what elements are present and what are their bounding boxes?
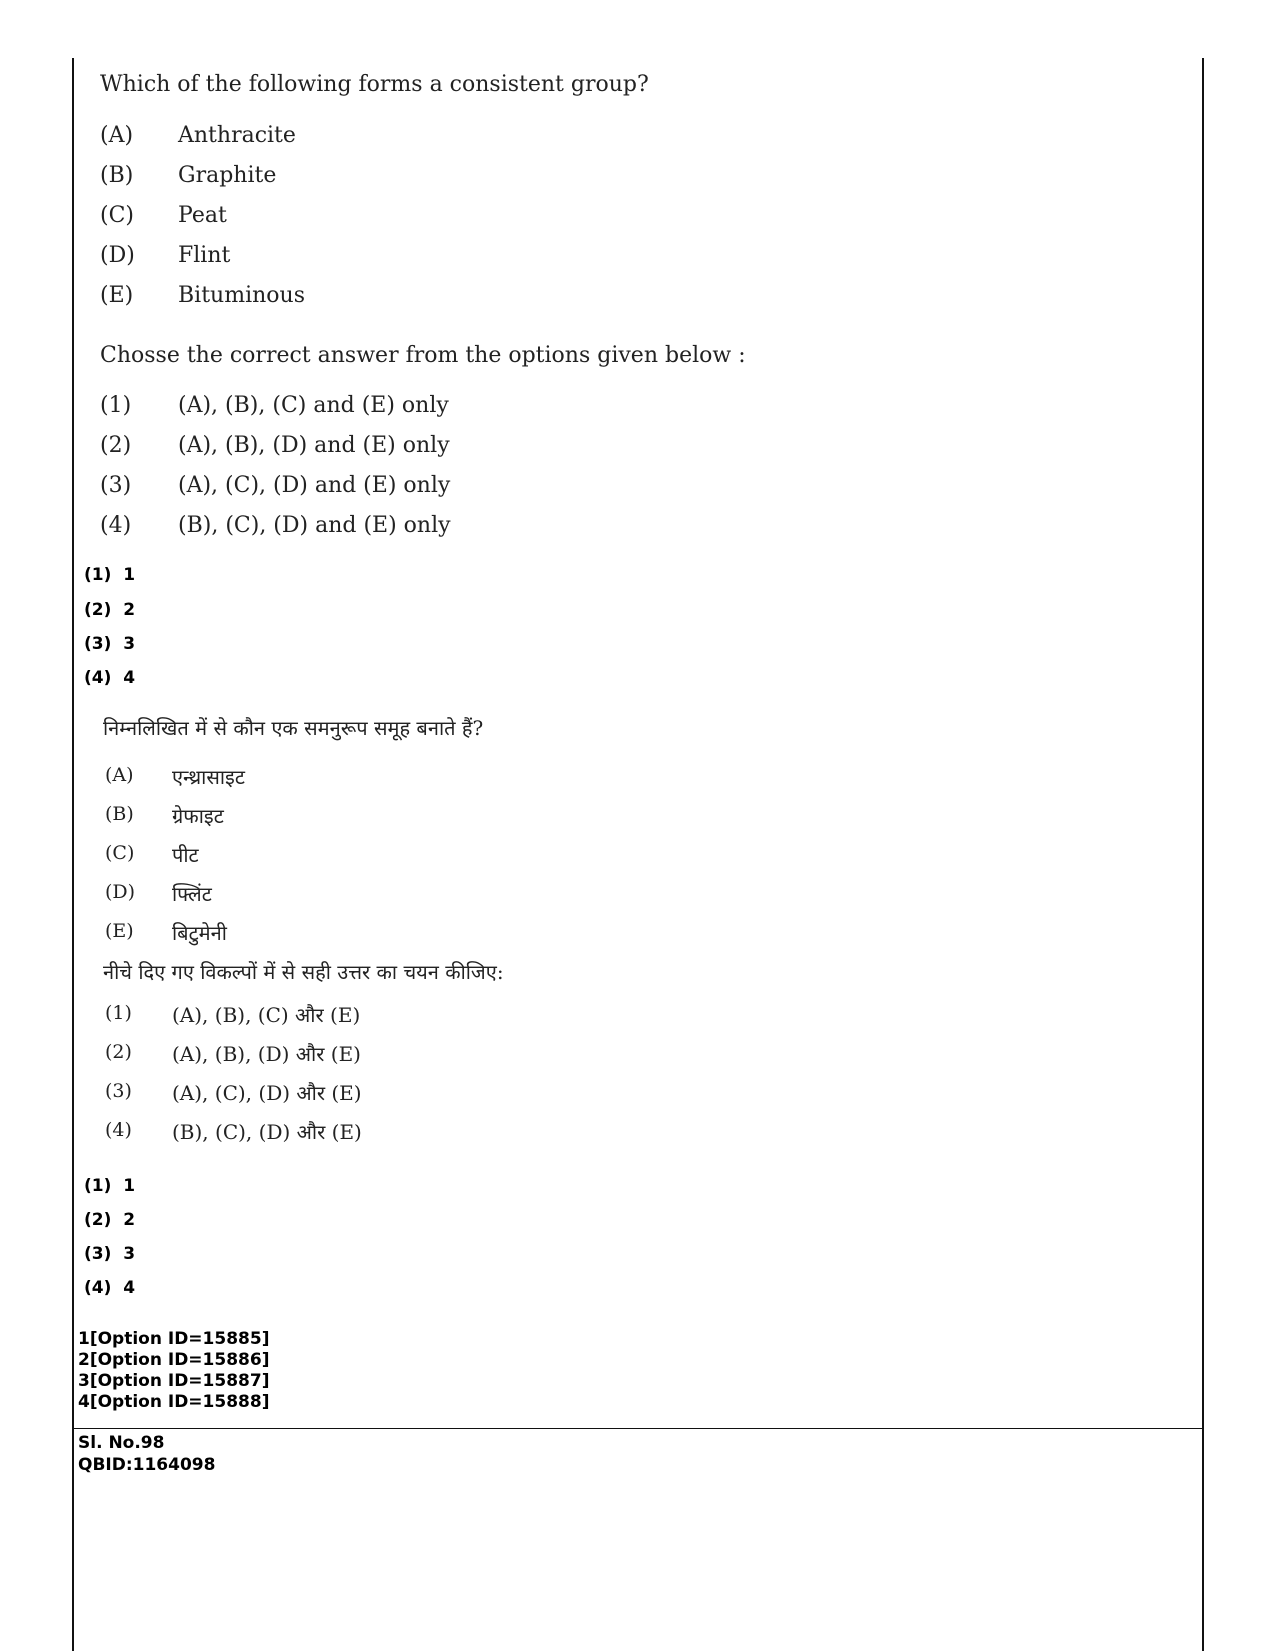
item-text-hi: एन्थ्रासाइट — [172, 765, 245, 789]
item-text-hi: फ्लिंट — [172, 882, 212, 906]
choice-text-hi: (A), (B), (C) और (E) — [172, 1003, 361, 1027]
question-text-hi: निम्नलिखित में से कौन एक समनुरूप समूह बनाते हैं? — [103, 716, 484, 740]
choice-text-en: (A), (B), (C) and (E) only — [178, 393, 449, 418]
question-text-en: Which of the following forms a consistent group? — [100, 72, 649, 97]
qbid: QBID:1164098 — [78, 1455, 216, 1475]
choice-label-hi: (3) — [105, 1080, 132, 1102]
choice-label-hi: (2) — [105, 1041, 132, 1063]
answer-option-en[interactable]: (1) 1 — [84, 565, 136, 585]
item-label-hi: (C) — [105, 842, 135, 864]
item-text-en: Bituminous — [178, 283, 305, 308]
item-label-hi: (A) — [105, 764, 134, 786]
choice-text-hi: (A), (B), (D) और (E) — [172, 1042, 361, 1066]
answer-option-en[interactable]: (3) 3 — [84, 634, 136, 654]
choice-text-hi: (A), (C), (D) और (E) — [172, 1081, 362, 1105]
choice-text-en: (A), (C), (D) and (E) only — [178, 473, 451, 498]
serial-number: Sl. No.98 — [78, 1433, 165, 1453]
answer-option-hi[interactable]: (2) 2 — [84, 1210, 136, 1230]
item-label-en: (B) — [100, 163, 134, 188]
answer-option-en[interactable]: (2) 2 — [84, 600, 136, 620]
option-id-line: 4[Option ID=15888] — [78, 1392, 270, 1412]
section-divider — [74, 1428, 1202, 1429]
choice-label-en: (4) — [100, 513, 132, 538]
item-text-hi: ग्रेफाइट — [172, 804, 224, 828]
item-text-hi: बिटुमेनी — [172, 921, 227, 945]
choice-label-en: (3) — [100, 473, 132, 498]
option-id-line: 2[Option ID=15886] — [78, 1350, 270, 1370]
item-label-hi: (B) — [105, 803, 134, 825]
item-label-en: (E) — [100, 283, 134, 308]
item-label-hi: (E) — [105, 920, 134, 942]
item-text-en: Flint — [178, 243, 231, 268]
instruction-hi: नीचे दिए गए विकल्पों में से सही उत्तर का चयन कीजिए: — [103, 960, 504, 984]
choice-label-hi: (1) — [105, 1002, 132, 1024]
answer-option-en[interactable]: (4) 4 — [84, 668, 136, 688]
instruction-en: Chosse the correct answer from the options given below : — [100, 343, 746, 368]
item-text-en: Anthracite — [178, 123, 296, 148]
choice-text-en: (A), (B), (D) and (E) only — [178, 433, 450, 458]
answer-option-hi[interactable]: (1) 1 — [84, 1176, 136, 1196]
item-label-en: (C) — [100, 203, 134, 228]
option-id-line: 3[Option ID=15887] — [78, 1371, 270, 1391]
answer-option-hi[interactable]: (4) 4 — [84, 1278, 136, 1298]
choice-text-hi: (B), (C), (D) और (E) — [172, 1120, 362, 1144]
item-label-en: (A) — [100, 123, 134, 148]
item-text-en: Graphite — [178, 163, 277, 188]
choice-label-en: (1) — [100, 393, 132, 418]
choice-label-en: (2) — [100, 433, 132, 458]
item-text-hi: पीट — [172, 843, 199, 867]
choice-text-en: (B), (C), (D) and (E) only — [178, 513, 451, 538]
item-text-en: Peat — [178, 203, 227, 228]
item-label-en: (D) — [100, 243, 135, 268]
item-label-hi: (D) — [105, 881, 136, 903]
option-id-line: 1[Option ID=15885] — [78, 1329, 270, 1349]
choice-label-hi: (4) — [105, 1119, 132, 1141]
answer-option-hi[interactable]: (3) 3 — [84, 1244, 136, 1264]
